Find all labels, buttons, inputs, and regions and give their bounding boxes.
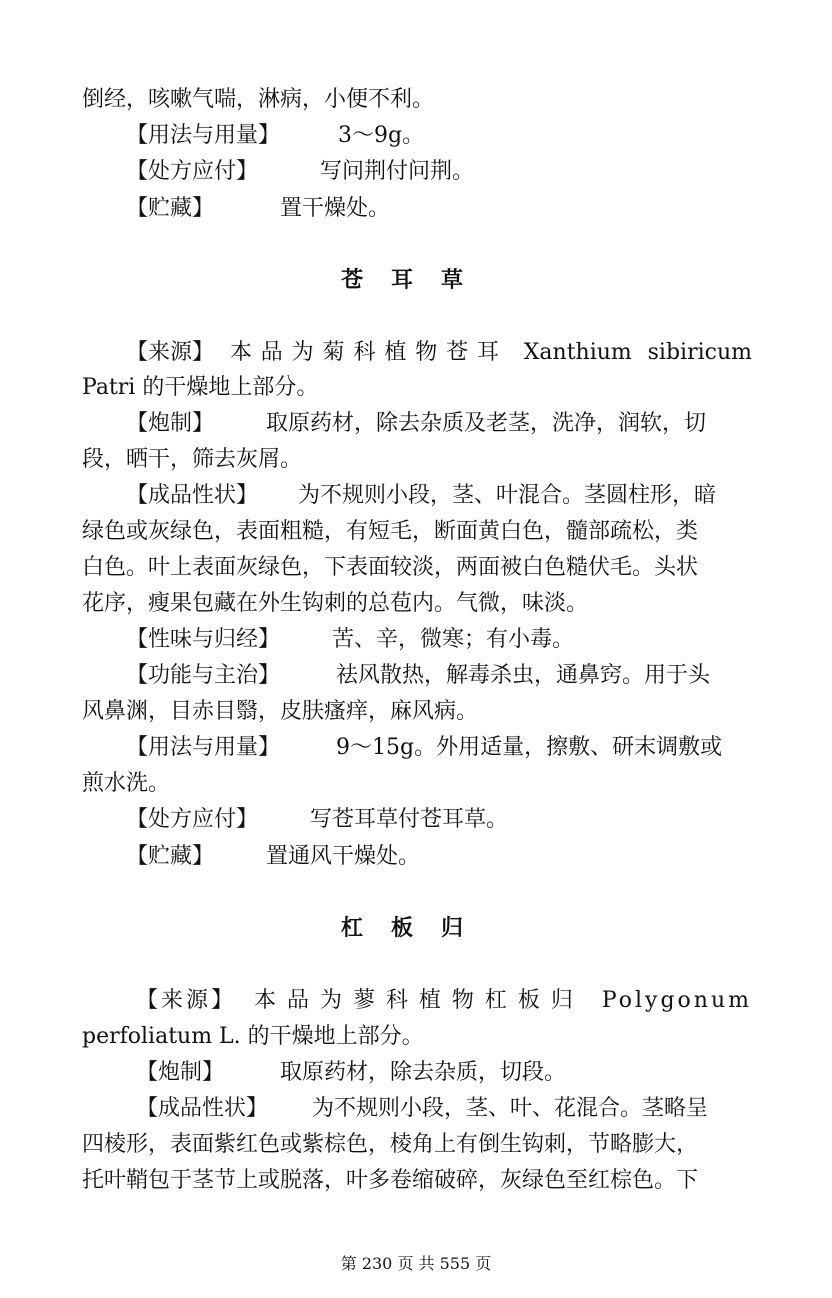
- processing-text: 取原药材，除去杂质及老茎，洗净，润软，切: [266, 411, 707, 436]
- property-line-3: 白色。叶上表面灰绿色，下表面较淡，两面被白色糙伏毛。头状: [82, 555, 699, 580]
- usage-line-2: 煎水洗。: [82, 771, 171, 796]
- store-line: [126, 839, 752, 875]
- processing-line: [126, 406, 752, 442]
- source-label: 【来源】: [136, 988, 237, 1013]
- function-line-2: 风鼻渊，目赤目翳，皮肤瘙痒，麻风病。: [82, 699, 479, 724]
- source-line: [136, 983, 752, 1019]
- usage-label: 【用法与用量】: [126, 735, 281, 760]
- property-line-2: 绿色或灰绿色，表面粗糙，有短毛，断面黄白色，髓部疏松，类: [82, 519, 699, 544]
- store-label: 【贮藏】: [126, 196, 215, 221]
- source-line-2: Patri 的干燥地上部分。: [82, 375, 319, 400]
- store-text: 置通风干燥处。: [266, 844, 421, 869]
- property-line-2: 四棱形，表面紫红色或紫棕色，棱角上有倒生钩刺，节略膨大，: [82, 1132, 699, 1157]
- function-label: 【功能与主治】: [126, 663, 281, 688]
- processing-line: [136, 1055, 752, 1091]
- property-text: 为不规则小段，茎、叶混合。茎圆柱形，暗: [298, 483, 717, 508]
- usage-text: 3～9g。: [338, 123, 425, 148]
- taste-line: [126, 622, 752, 658]
- processing-text: 取原药材，除去杂质，切段。: [280, 1060, 567, 1085]
- rx-text: 写问荆付问荆。: [320, 159, 475, 184]
- rx-label: 【处方应付】: [126, 159, 259, 184]
- property-label: 【成品性状】: [126, 483, 259, 508]
- rx-line: [126, 802, 752, 838]
- source-label: 【来源】: [126, 340, 215, 365]
- source-line: [126, 335, 752, 371]
- section-title: 苍耳草: [340, 267, 491, 293]
- processing-label: 【炮制】: [126, 411, 215, 436]
- property-line: [136, 1091, 752, 1127]
- taste-text: 苦、辛，微寒；有小毒。: [332, 627, 575, 652]
- source-line-2: perfoliatum L. 的干燥地上部分。: [82, 1024, 424, 1049]
- rx-line: [126, 154, 752, 190]
- store-line: [126, 191, 752, 227]
- property-line-3: 托叶鞘包于茎节上或脱落，叶多卷缩破碎，灰绿色至红棕色。下: [82, 1168, 699, 1193]
- property-line-4: 花序，瘦果包藏在外生钩刺的总苞内。气微，味淡。: [82, 591, 589, 616]
- processing-line-2: 段，晒干，筛去灰屑。: [82, 447, 303, 472]
- body-line: 倒经，咳嗽气喘，淋病，小便不利。: [82, 87, 435, 112]
- rx-label: 【处方应付】: [126, 807, 259, 832]
- function-text: 祛风散热，解毒杀虫，通鼻窍。用于头: [336, 663, 711, 688]
- processing-label: 【炮制】: [136, 1060, 225, 1085]
- page-footer: 第 230 页 共 555 页: [340, 1254, 492, 1273]
- usage-line: [126, 730, 752, 766]
- property-label: 【成品性状】: [136, 1096, 269, 1121]
- source-text: 本品为菊科植物苍耳 Xanthium sibiricum: [229, 340, 752, 365]
- store-label: 【贮藏】: [126, 844, 215, 869]
- usage-line: [126, 118, 752, 154]
- usage-text: 9～15g。外用适量，擦敷、研末调敷或: [336, 735, 723, 760]
- property-text: 为不规则小段，茎、叶、花混合。茎略呈: [312, 1096, 709, 1121]
- usage-label: 【用法与用量】: [126, 123, 281, 148]
- store-text: 置干燥处。: [280, 196, 391, 221]
- taste-label: 【性味与归经】: [126, 627, 281, 652]
- section-title: 杠板归: [340, 915, 491, 941]
- property-line: [126, 478, 752, 514]
- source-text: 本品为蓼科植物杠板归 Polygonum: [254, 988, 752, 1013]
- function-line: [126, 658, 752, 694]
- rx-text: 写苍耳草付苍耳草。: [310, 807, 509, 832]
